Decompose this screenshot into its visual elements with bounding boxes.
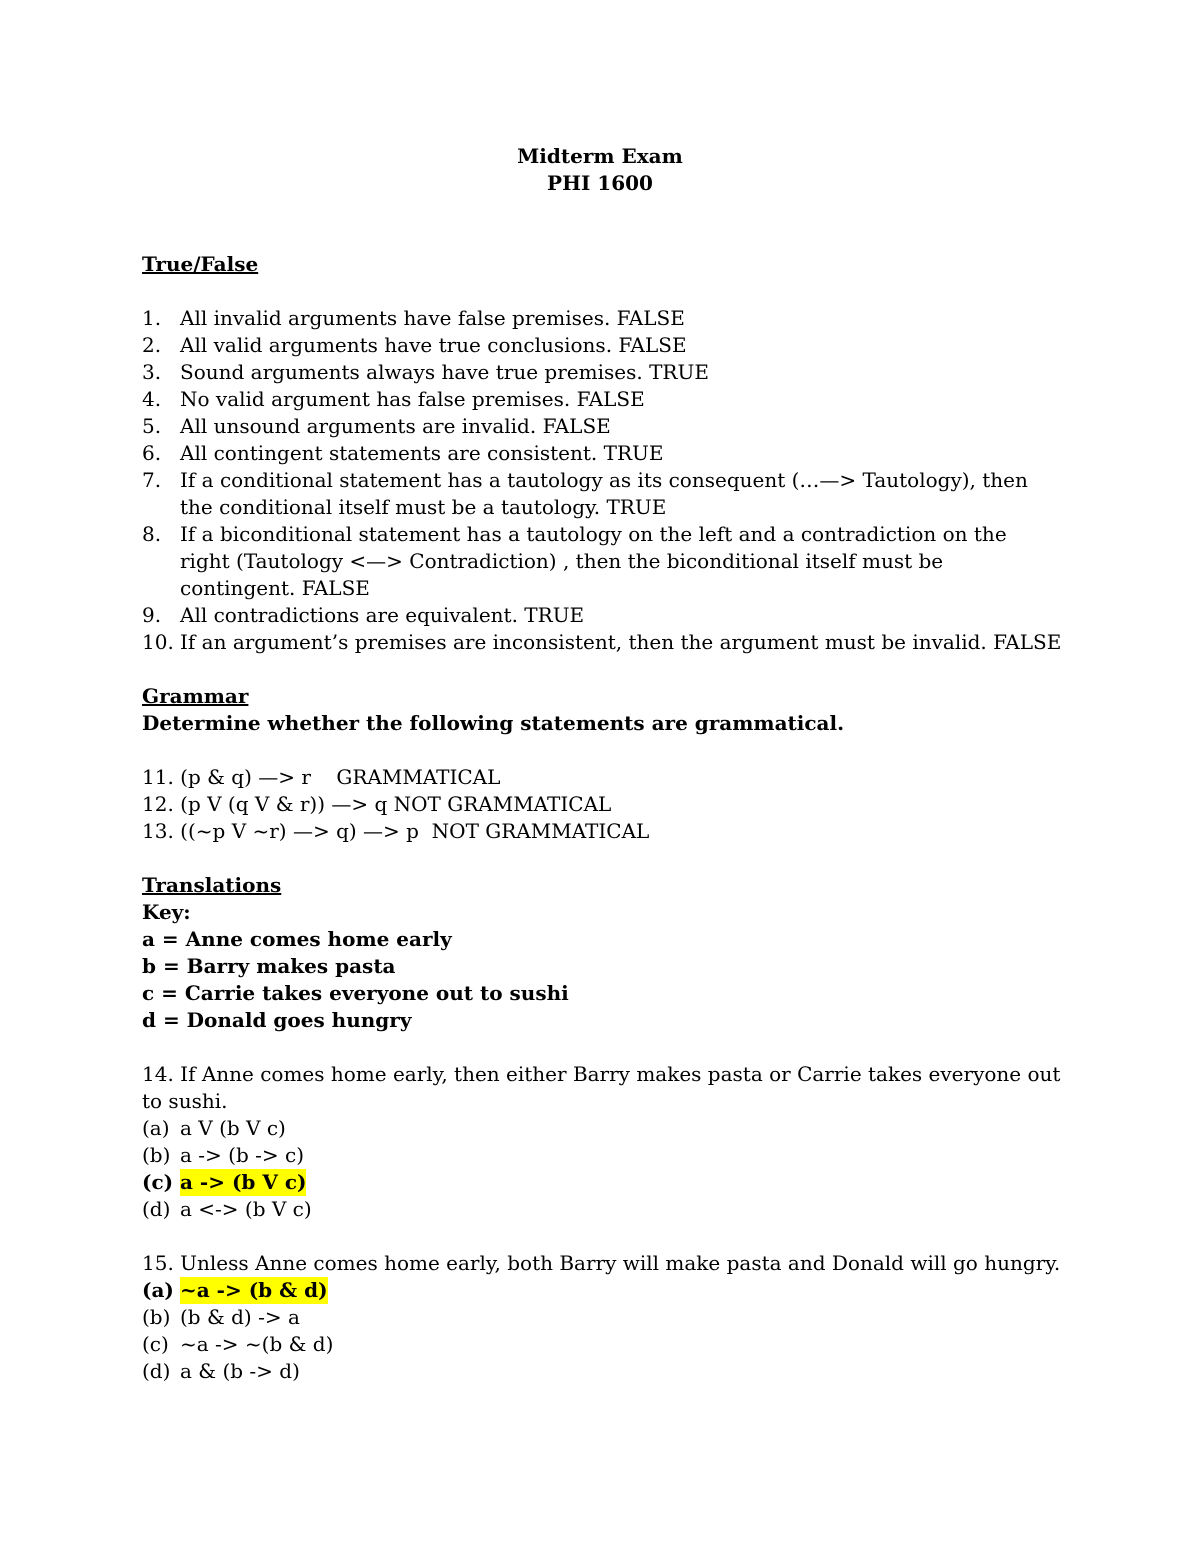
option-letter: (b) [142, 1305, 171, 1329]
answer-option [142, 1196, 1062, 1223]
item-text: All unsound arguments are invalid. FALSE [180, 414, 611, 438]
item-text: No valid argument has false premises. FALSE [180, 387, 645, 411]
grammar-item: 12. (p V (q V & r)) —> q NOT GRAMMATICAL [142, 792, 612, 816]
option-text-highlighted: a -> (b V c) [180, 1170, 307, 1194]
list-item [142, 332, 1062, 359]
item-text: If a biconditional statement has a tautology on the left and a contradiction on the right (Tautology <—> Contradiction) , then the biconditional itself must be contingent. FALSE [180, 522, 1014, 600]
answer-option-selected [142, 1169, 1062, 1196]
option-text-highlighted: ~a -> (b & d) [180, 1278, 328, 1302]
item-number: 7. [142, 468, 162, 492]
item-number: 9. [142, 603, 162, 627]
answer-option-selected [142, 1277, 1062, 1304]
item-number: 3. [142, 360, 162, 384]
item-number: 10. [142, 630, 174, 654]
item-text: All contingent statements are consistent. TRUE [180, 441, 664, 465]
item-text: All valid arguments have true conclusions. FALSE [180, 333, 687, 357]
list-item [142, 305, 1062, 332]
true-false-heading: True/False [142, 252, 259, 276]
item-text: All invalid arguments have false premises. FALSE [180, 306, 685, 330]
item-number: 2. [142, 333, 162, 357]
list-item [142, 521, 1062, 602]
list-item [142, 467, 1062, 521]
question-15: 15. Unless Anne comes home early, both Barry will make pasta and Donald will go hungry. [142, 1251, 1061, 1275]
item-text: If a conditional statement has a tautology as its consequent (…—> Tautology), then the conditional itself must be a tautology. TRUE [180, 468, 1035, 519]
item-number: 4. [142, 387, 162, 411]
item-text: If an argument’s premises are inconsistent, then the argument must be invalid. FALSE [180, 630, 1062, 654]
option-text: a & (b -> d) [180, 1359, 300, 1383]
option-text: a <-> (b V c) [180, 1197, 312, 1221]
list-item [142, 602, 1062, 629]
list-item [142, 440, 1062, 467]
option-text: (b & d) -> a [180, 1305, 300, 1329]
answer-option [142, 1142, 1062, 1169]
answer-option [142, 1358, 1062, 1385]
list-item [142, 629, 1062, 656]
item-text: Sound arguments always have true premises. TRUE [180, 360, 709, 384]
translations-heading: Translations [142, 873, 282, 897]
true-false-list [142, 305, 1062, 656]
title-block [142, 143, 1058, 197]
option-letter: (d) [142, 1359, 171, 1383]
option-letter: (d) [142, 1197, 171, 1221]
option-letter: (b) [142, 1143, 171, 1167]
key-label: Key: [142, 900, 191, 924]
item-number: 8. [142, 522, 162, 546]
key-entry: b = Barry makes pasta [142, 954, 396, 978]
grammar-item: 13. ((~p V ~r) —> q) —> p NOT GRAMMATICAL [142, 819, 650, 843]
answer-option [142, 1331, 1062, 1358]
grammar-heading: Grammar [142, 684, 249, 708]
answer-option [142, 1304, 1062, 1331]
option-text: a -> (b -> c) [180, 1143, 304, 1167]
option-letter: (c) [142, 1170, 174, 1194]
list-item [142, 359, 1062, 386]
list-item [142, 413, 1062, 440]
option-letter: (a) [142, 1116, 170, 1140]
key-entry: c = Carrie takes everyone out to sushi [142, 981, 569, 1005]
list-item [142, 386, 1062, 413]
item-number: 6. [142, 441, 162, 465]
answer-option [142, 1115, 1062, 1142]
document-body [142, 143, 1062, 1385]
item-number: 5. [142, 414, 162, 438]
document-title: Midterm Exam [517, 144, 683, 168]
option-letter: (c) [142, 1332, 169, 1356]
option-letter: (a) [142, 1278, 174, 1302]
option-text: ~a -> ~(b & d) [180, 1332, 334, 1356]
course-code: PHI 1600 [547, 171, 653, 195]
item-text: All contradictions are equivalent. TRUE [180, 603, 585, 627]
grammar-instruction: Determine whether the following statements are grammatical. [142, 711, 845, 735]
key-entry: d = Donald goes hungry [142, 1008, 412, 1032]
question-14: 14. If Anne comes home early, then either Barry makes pasta or Carrie takes everyone out to sushi. [142, 1062, 1061, 1113]
item-number: 1. [142, 306, 162, 330]
grammar-item: 11. (p & q) —> r GRAMMATICAL [142, 765, 501, 789]
key-entry: a = Anne comes home early [142, 927, 452, 951]
option-text: a V (b V c) [180, 1116, 286, 1140]
